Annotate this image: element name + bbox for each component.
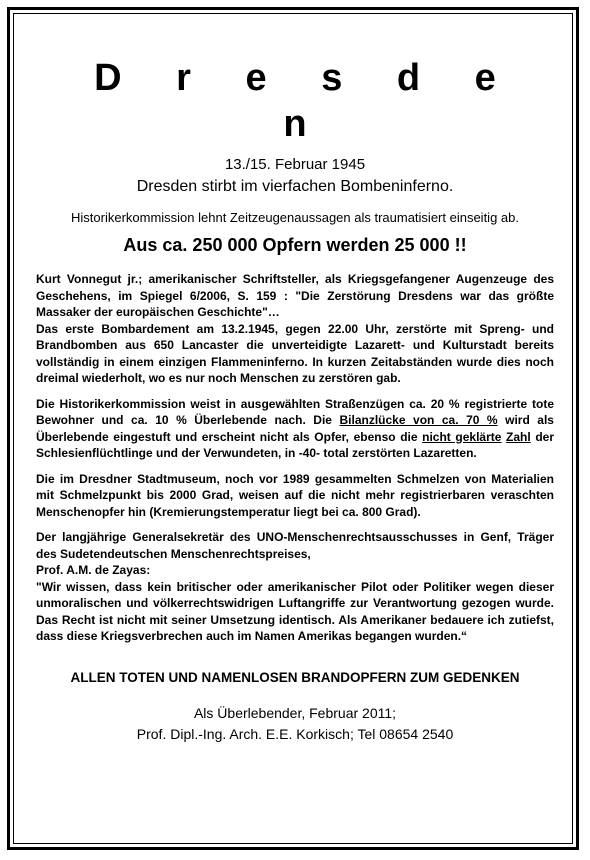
p2-text-2: wird als Überlebende eingestuft und erscheint nicht als Opfer, ebensо die (36, 413, 554, 444)
paragraph-historikerkommission (36, 396, 554, 462)
signoff-line-2: Prof. Dipl.-Ing. Arch. E.E. Korkisch; Tel 08654 2540 (136, 725, 454, 742)
headline: Aus ca. 250 000 Opfern werden 25 000 !! (123, 235, 467, 255)
paragraph-zayas-intro: Der langjährige Generalsekretär des UNO-Menschenrechtsausschusses in Genf, Träger des Sudetendeutschen Menschenrechtspreises, (36, 530, 554, 561)
paragraph-stadtmuseum: Die im Dresdner Stadtmuseum, noch vor 1989 gesammelten Schmelzen von Materialien mit Schmelzpunkt bis 2000 Grad, weisen auf die nicht mehr registrierbaren veraschten Menschenopfer hin (Kremierungstemperatur liegt bei ca. 800 Grad). (36, 471, 554, 519)
p2-underline-bilanzluecke: Bilanzlücke von ca. 70 % (339, 413, 498, 427)
paragraph-bombardment: Das erste Bombardement am 13.2.1945, gegen 22.00 Uhr, zerstörte mit Spreng- und Brandbomben aus 650 Lancaster die unverteidigte Lazarett- und Kulturstadt bereits vollständig in einem einzigen Flammeninferno. In kurzen Zeitabständen wurde dies noch dreimal wiederholt, wo es nur noch Menschen zu zerstören gab. (36, 321, 554, 385)
p2-text-1: Die Historikerkommission weist in ausgewählten Straßenzügen ca. 20 % registrierte tote Bewohner und ca. 10 % Überlebende nach. Die (36, 396, 554, 427)
signoff-line-1: Als Überlebender, Februar 2011; (193, 704, 397, 721)
paragraph-vonnegut-quote: Kurt Vonnegut jr.; amerikanischer Schriftsteller, als Kriegsgefangener Augenzeuge des Geschehens, im Spiegel 6/2006, S. 159 : "Die Zerstörung Dresdens war das größte Massaker der europäischen Geschichte"… (36, 272, 554, 319)
p2-underline-nicht-geklaerte: nicht geklärte (422, 429, 502, 444)
p2-underline-zahl: Zahl (506, 429, 531, 444)
memorial-line: ALLEN TOTEN UND NAMENLOSEN BRANDOPFERN ZUM GEDENKEN (70, 669, 520, 685)
document-title: D r e s d e n (94, 57, 518, 145)
zayas-quote: "Wir wissen, dass kein britischer oder amerikanischer Pilot oder Politiker wegen dieser unmoralischen und völkerrechtswidrigen Luftangriffe zur Verantwortung gezogen wurde. Das Recht ist nicht mit seiner Umsetzung identisch. Als Amerikaner bedauere ich zutiefst, dass diese Kriegsverbrechen auch im Namen Amerikas begangen wurden.“ (36, 579, 554, 643)
commission-line: Historikerkommission lehnt Zeitzeugenaussagen als traumatisiert einseitig ab. (71, 210, 519, 225)
date-line: 13./15. Februar 1945 (224, 156, 366, 173)
zayas-name: Prof. A.M. de Zayas: (36, 563, 151, 577)
document-content (36, 55, 554, 745)
subtitle: Dresden stirbt im vierfachen Bombeninferno. (136, 178, 454, 195)
p2-text-4: der Schlesienflüchtlinge und der Verwundeten, in -40- total zerstörten Lazaretten. (36, 429, 554, 460)
